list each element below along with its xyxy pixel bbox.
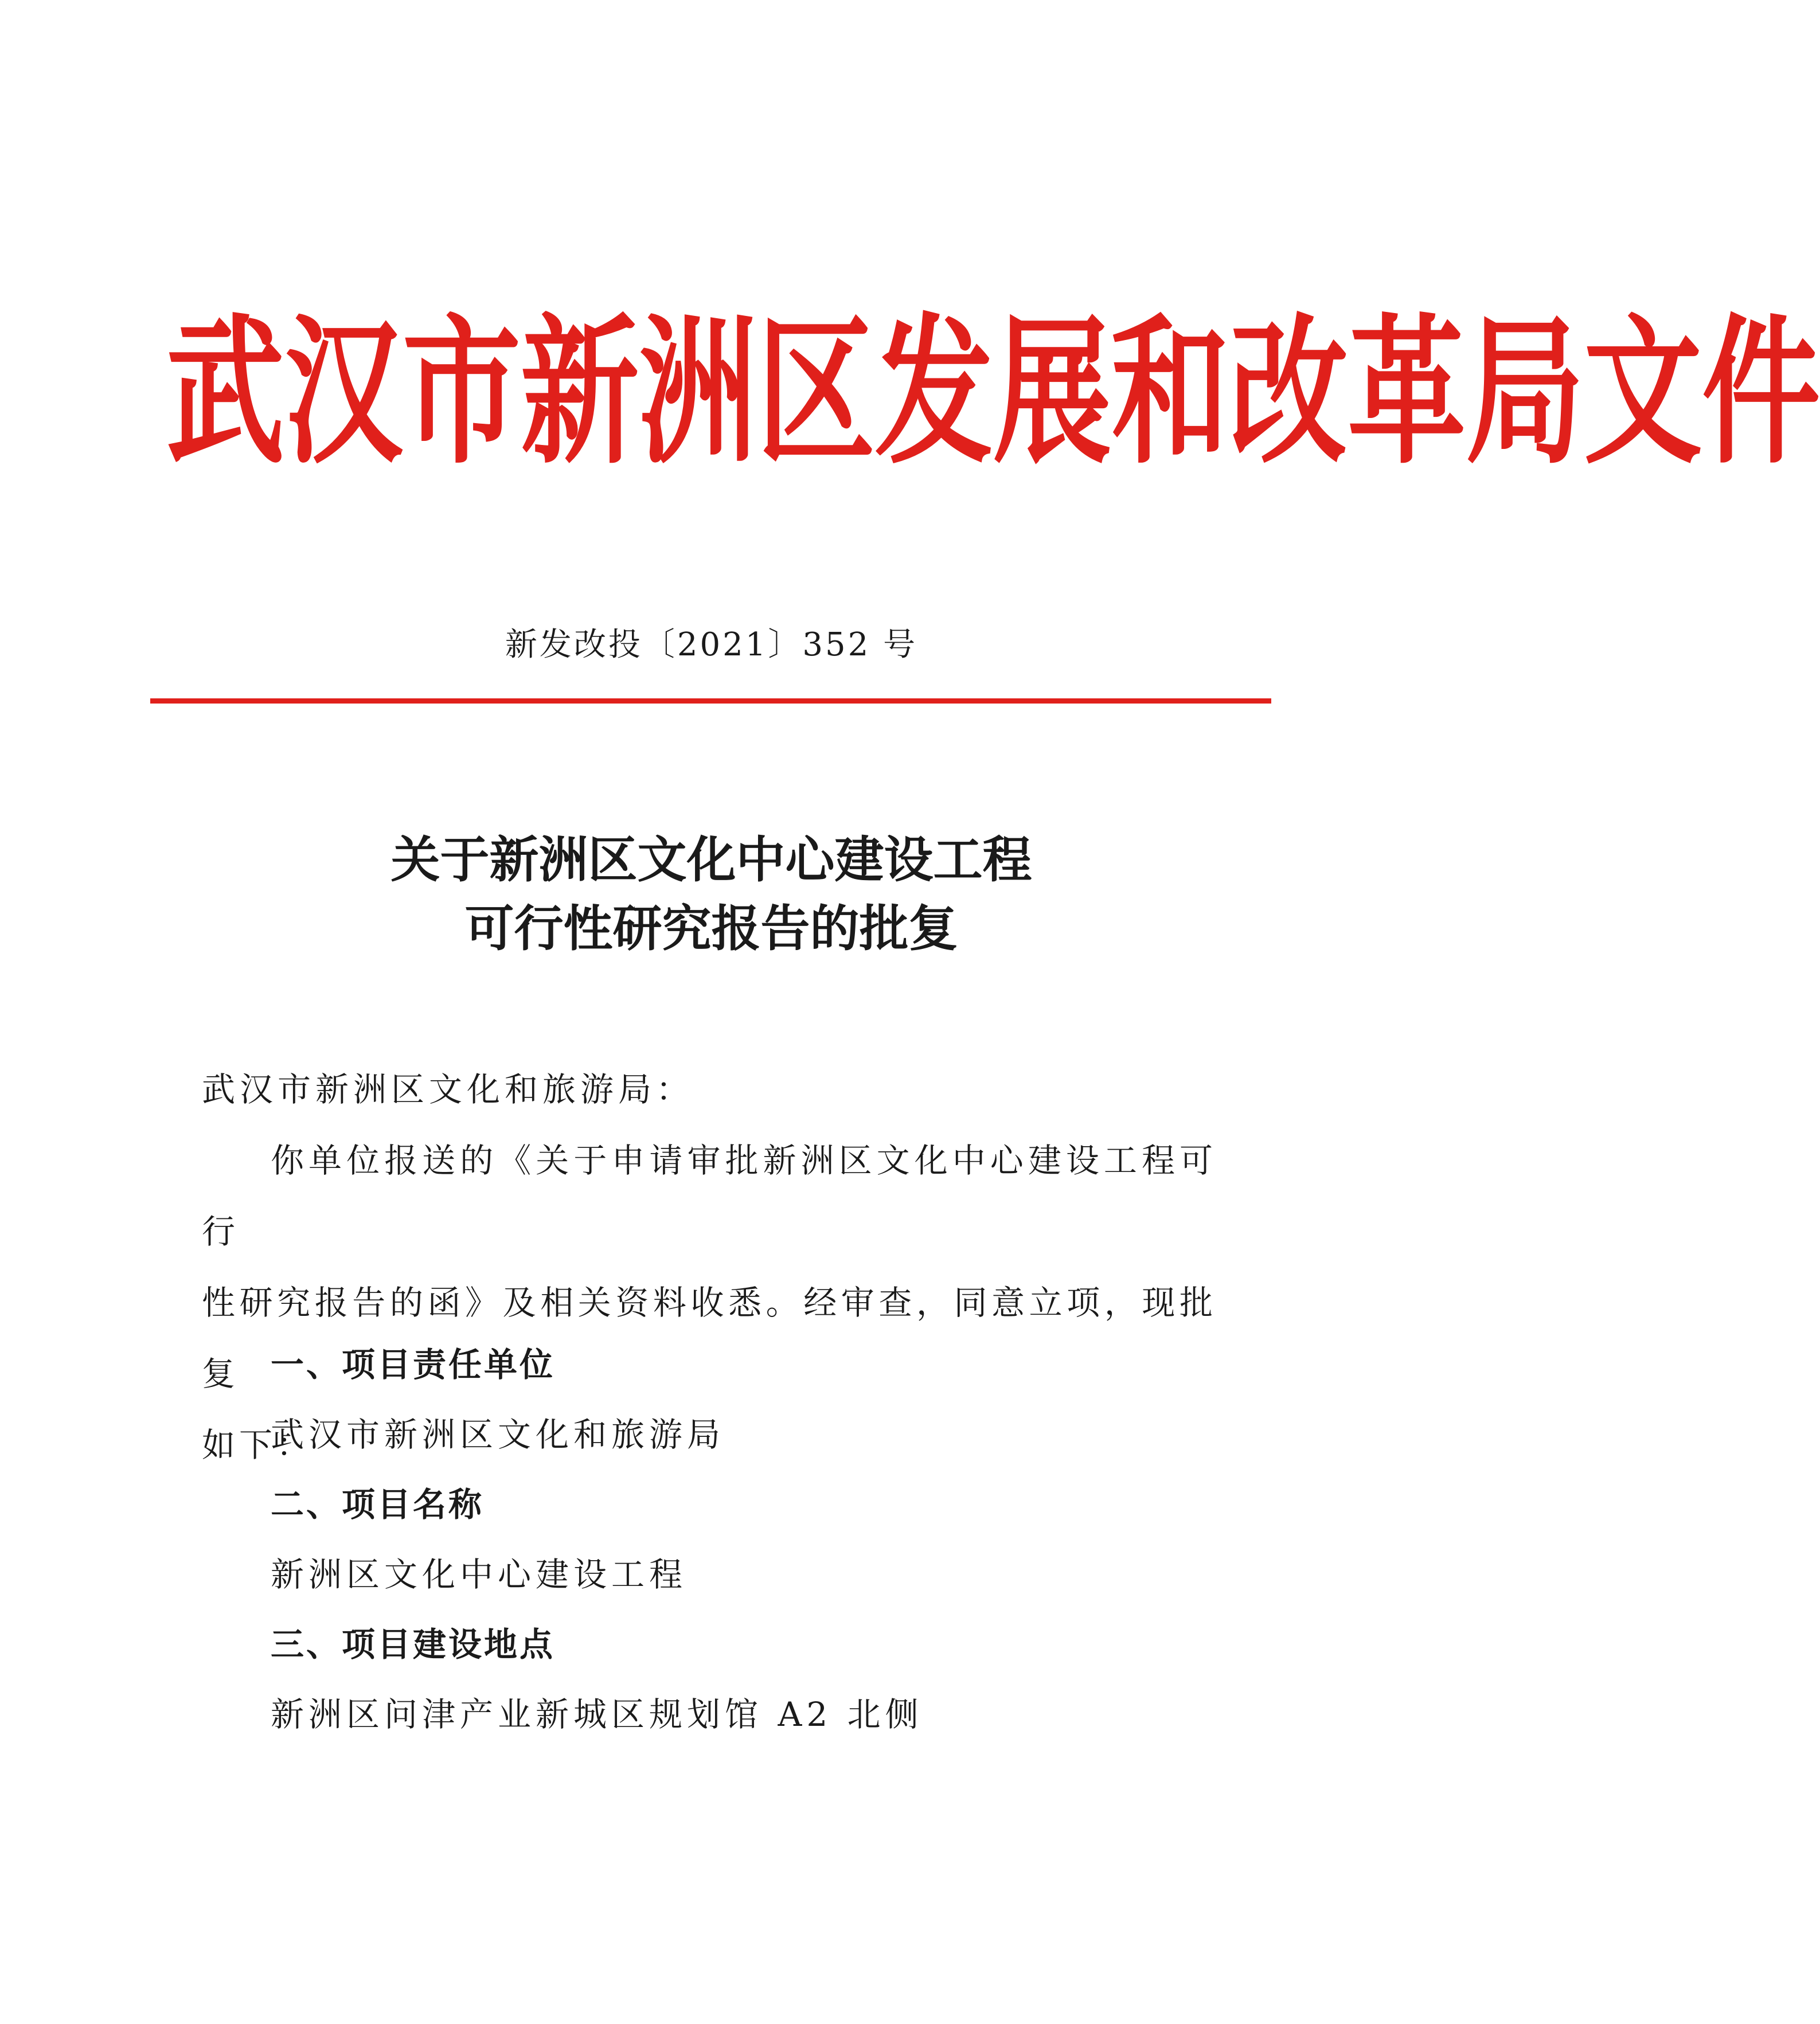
intro-line-1: 你单位报送的《关于申请审批新洲区文化中心建设工程可行 <box>202 1141 1217 1251</box>
section-content-location: 新洲区问津产业新城区规划馆 A2 北侧 <box>271 1695 923 1734</box>
red-divider-line <box>150 698 1271 704</box>
section-heading-location: 三、项目建设地点 <box>271 1625 556 1664</box>
section-content-responsible-unit: 武汉市新洲区文化和旅游局 <box>271 1415 725 1454</box>
document-title-line-2: 可行性研究报告的批复 <box>464 900 958 958</box>
intro-line-2: 性研究报告的函》及相关资料收悉。经审查，同意立项，现批复 <box>202 1283 1217 1393</box>
masthead-char: 武 <box>166 300 285 486</box>
issuing-authority-masthead <box>166 265 1820 521</box>
masthead-char: 和 <box>1111 300 1230 486</box>
masthead-char: 汉 <box>284 300 403 486</box>
section-content-project-name: 新洲区文化中心建设工程 <box>271 1555 688 1594</box>
masthead-char: 改 <box>1229 300 1348 486</box>
masthead-char: 展 <box>993 300 1112 486</box>
masthead-char: 区 <box>757 300 876 486</box>
document-number: 新发改投〔2021〕352 号 <box>505 626 918 663</box>
recipient: 武汉市新洲区文化和旅游局： <box>202 1070 694 1109</box>
section-heading-responsible-unit: 一、项目责任单位 <box>271 1345 556 1384</box>
section-heading-project-name: 二、项目名称 <box>271 1485 485 1524</box>
masthead-char: 新 <box>521 300 639 486</box>
masthead-char: 件 <box>1702 300 1820 486</box>
masthead-char: 革 <box>1348 300 1466 486</box>
masthead-char: 洲 <box>639 300 757 486</box>
masthead-char: 市 <box>403 300 521 486</box>
masthead-char: 文 <box>1584 300 1702 486</box>
document-title-line-1: 关于新洲区文化中心建设工程 <box>390 831 1032 889</box>
masthead-char: 发 <box>875 300 994 486</box>
masthead-char: 局 <box>1466 300 1584 486</box>
intro-line-3: 如下： <box>202 1425 314 1464</box>
